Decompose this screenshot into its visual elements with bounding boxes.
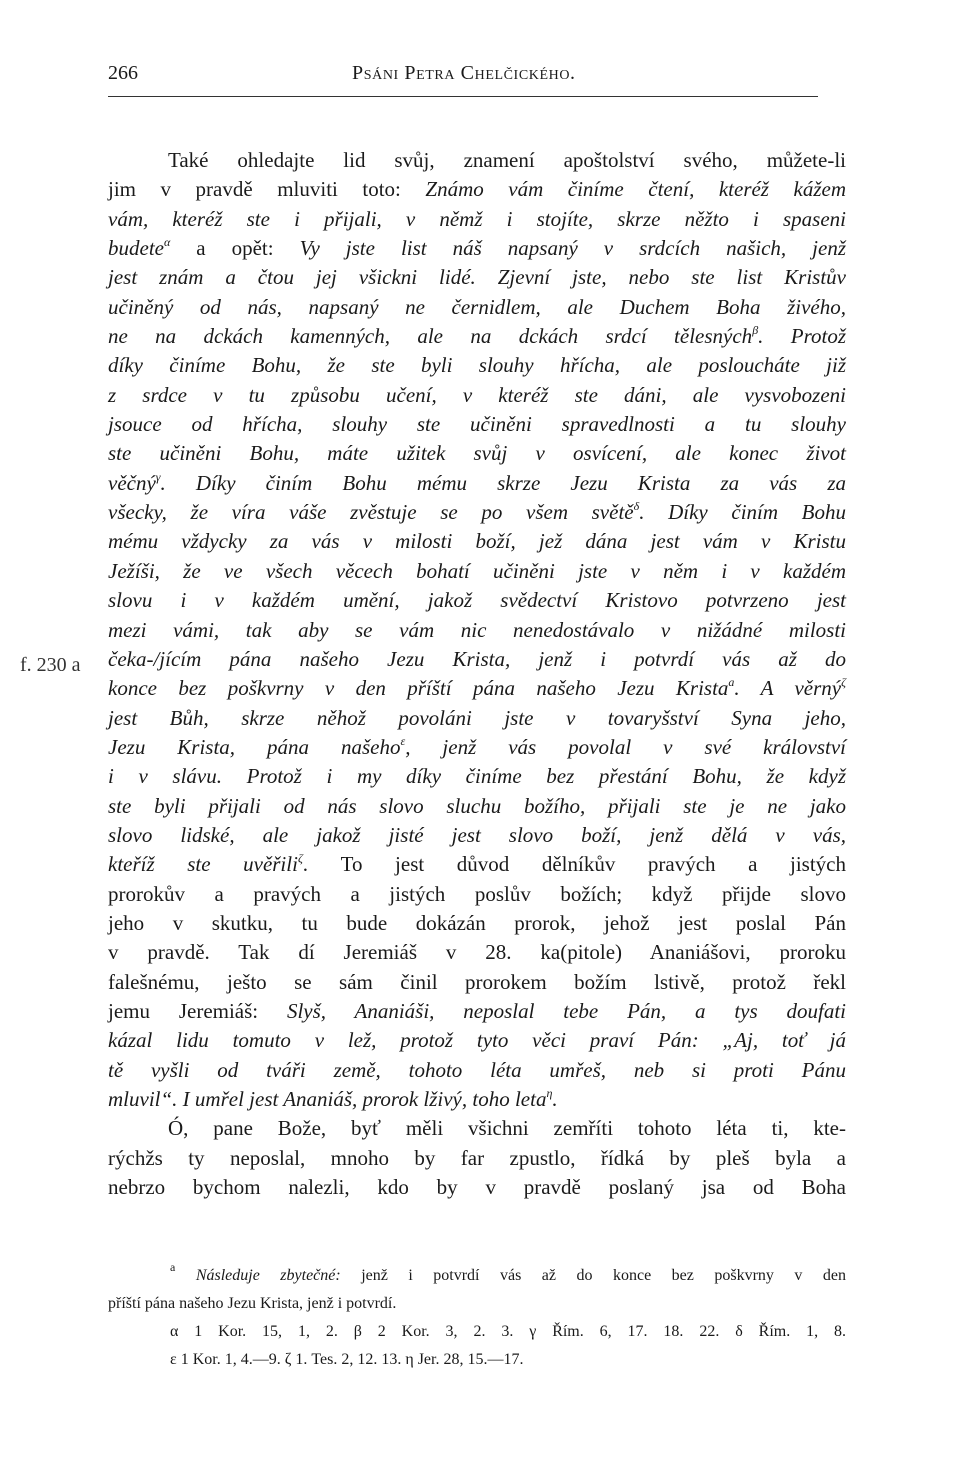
page-number: 266 (108, 62, 138, 84)
text-line: prorokův a pravých a jistých poslův božích; když přijde slovo (108, 881, 846, 906)
footnote-line: příští pána našeho Jezu Krista, jenž i potvrdí. (108, 1295, 397, 1312)
main-text (108, 146, 846, 1202)
footnote-references: α 1 Kor. 15, 1, 2. β 2 Kor. 3, 2. 3. γ Řím. 6, 17. 18. 22. δ Řím. 1, 8. (170, 1323, 846, 1340)
text-line: Ó, pane Bože, byť měli všichni zemříti tohoto léta ti, kte- (168, 1116, 846, 1141)
footnote-ref: a (728, 675, 735, 690)
text-line: kteříž ste uvěřili$^\zeta$. To jest důvod dělníkův pravých a jistých (108, 851, 846, 877)
footnote-ref: ε (400, 733, 406, 748)
footnote-ref: α (163, 235, 171, 250)
text-line: ne na dckách kamenných, ale na dckách srdcí tělesných$^\beta$. Protož (108, 323, 846, 349)
text-line: učiněný od nás, napsaný ne černidlem, ale Duchem Boha živého, (108, 294, 846, 319)
footnote-ref: η (546, 1086, 553, 1100)
text-line: mému vždycky za vás v milosti boží, jež dána jest vám v Kristu (108, 529, 846, 554)
text-line: v pravdě. Tak dí Jeremiáš v 28. ka(pitole) Ananiášovi, proroku (108, 940, 846, 965)
text-line: Jezu Krista, pána našeho$^\varepsilon$, jenž vás povolal v své království (108, 733, 846, 759)
footnote-ref: γ (155, 469, 161, 484)
text-line: jim v pravdě mluviti toto: Známo vám činíme čtení, kteréž kážem (108, 177, 846, 202)
text-line: jsouce od hřícha, slouhy ste učiněni spravedlnosti a tu slouhy (108, 412, 846, 437)
text-line: Ježíši, že ve všech věcech bohatí učiněni jste v něm i v každém (108, 558, 846, 583)
text-line: všecky, že víra váše zvěstuje se po všem světě$^\delta$. Díky činím Bohu (108, 499, 847, 525)
text-line: jest znám a čtou jej všickni lidé. Zjevní jste, nebo ste list Kristův (108, 265, 846, 290)
text-line: Také ohledajte lid svůj, znamení apoštolství svého, můžete-li (168, 148, 846, 172)
text-line: mezi vámi, tak aby se vám nic nenedostávalo v nižádné milosti (108, 617, 846, 642)
footnote-ref: β (752, 323, 759, 338)
footnotes (108, 1262, 846, 1374)
margin-folio-reference: f. 230 a (20, 654, 81, 676)
header-rule (108, 96, 818, 97)
text-line: budete$^\alpha$ a opět: Vy jste list náš napsaný v srdcích našich, jenž (108, 235, 846, 261)
text-line: rýchžs ty neposlal, mnoho by far zpustlo, řídká by pleš byla a (108, 1145, 846, 1170)
text-line: vám, kteréž ste i přijali, v němž i stojíte, skrze něžto i spaseni (108, 206, 846, 231)
footnote-ref: δ (633, 499, 640, 514)
footnote-ref: ζ (841, 675, 846, 690)
text-line: nebrzo bychom nalezli, kdo by v pravdě poslaný jsa od Boha (108, 1175, 846, 1200)
page-header (108, 62, 846, 92)
footnote-ref: ζ (297, 851, 303, 866)
text-line: kázal lidu tomuto v lež, protož tyto věci praví Pán: „Aj, toť já (108, 1028, 846, 1053)
text-line: jest Bůh, skrze něhož povoláni jste v tovaryšství Syna jeho, (108, 705, 846, 730)
text-line: konce bez poškvrny v den příští pána našeho Jezu Krista$^a$. A věrný$^\zeta$ (108, 675, 846, 701)
text-line: jeho v skutku, tu bude dokázán prorok, jehož jest poslal Pán (108, 910, 846, 935)
text-line: slovu i v každém umění, jakož svědectví Kristovo potvrzeno jest (108, 588, 846, 613)
text-line: čeka-/jícím pána našeho Jezu Krista, jenž i potvrdí vás až do (108, 646, 846, 671)
text-line: falešnému, ješto se sám činil prorokem božím lstivě, protož řekl (108, 969, 846, 994)
text-line: ste byli přijali od nás slovo sluchu božího, přijali ste je ne jako (108, 793, 846, 818)
footnote-marker: a (170, 1260, 176, 1274)
footnote-references: ε 1 Kor. 1, 4.—9. ζ 1. Tes. 2, 12. 13. η Jer. 28, 15.—17. (170, 1351, 524, 1368)
text-line: díky činíme Bohu, že ste byli slouhy hřícha, ale posloucháte již (108, 353, 846, 378)
text-line: i v slávu. Protož i my díky činíme bez přestání Bohu, že když (108, 764, 846, 789)
footnote-line: $^a$ Následuje zbytečné: jenž i potvrdí vás až do konce bez poškvrny v den (170, 1260, 847, 1284)
text-line: z srdce v tu způsobu učení, v kteréž ste dáni, ale vysvobozeni (108, 382, 846, 407)
running-title: Psáni Petra Chelčického. (352, 62, 576, 84)
text-line: jemu Jeremiáš: Slyš, Ananiáši, neposlal tebe Pán, a tys doufati (108, 998, 846, 1023)
text-line: mluvil“. I umřel jest Ananiáš, prorok lživý, toho leta$^\eta$. (108, 1086, 558, 1111)
text-line: věčný$^\gamma$. Díky činím Bohu mému skrze Jezu Krista za vás za (108, 469, 846, 495)
text-line: tě vyšli od tváři země, tohoto léta umřeš, neb si proti Pánu (108, 1057, 846, 1082)
text-line: slovo lidské, ale jakož jisté jest slovo boží, jenž dělá v vás, (108, 822, 846, 847)
text-line: ste učiněni Bohu, máte užitek svůj v osvícení, ale konec život (108, 441, 846, 466)
